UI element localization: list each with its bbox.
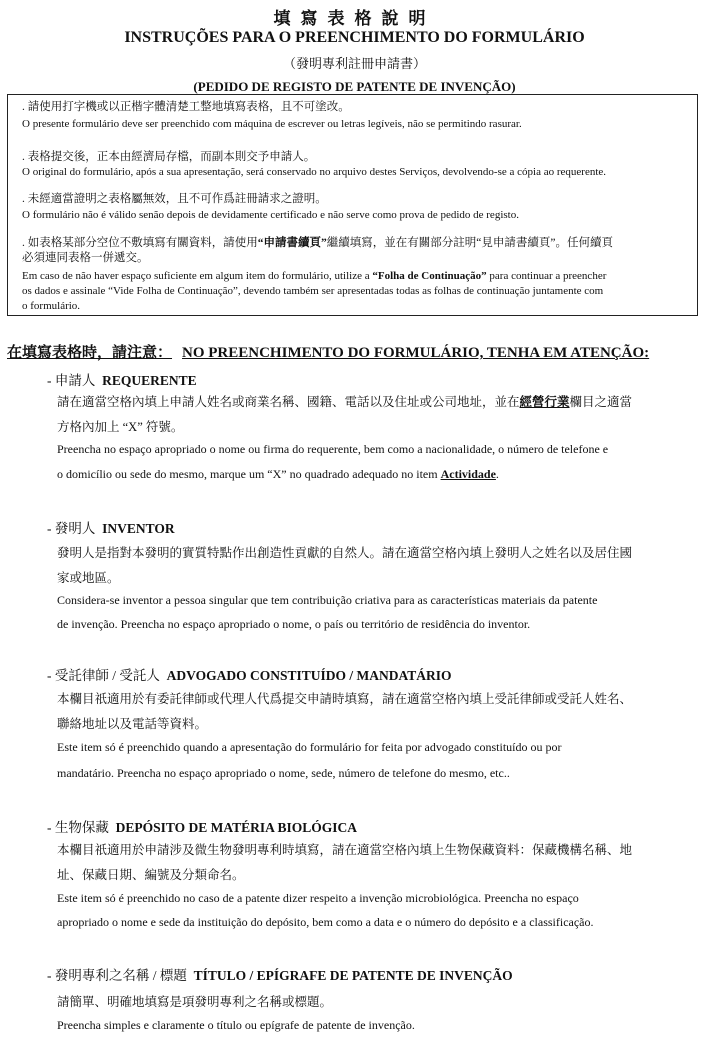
section-inventor-zh-line1: 發明人是指對本發明的實質特點作出創造性貢獻的自然人。請在適當空格內填上發明人之姓名以及居住國 [57, 546, 633, 560]
page-title-zh: 填寫表格說明 [273, 9, 436, 28]
note-1-zh: . 請使用打字機或以正楷字體清楚工整地填寫表格，且不可塗改。 [22, 101, 350, 113]
note-4-pt-line2: os dados e assinale “Vide Folha de Continuação”, devendo também ser apresentadas todas as folhas de continuação juntamente com [22, 285, 604, 297]
section-advogado-pt-line1: Este item só é preenchido quando a apresentação do formulário for feita por advogado constituído ou por [57, 740, 562, 754]
attention-heading [7, 341, 649, 362]
section-requerente-pt-line1: Preencha no espaço apropriado o nome ou firma do requerente, bem como a nacionalidade, o número de telefone e [57, 442, 609, 456]
section-requerente-zh-line2: 方格內加上 “X” 符號。 [57, 420, 184, 434]
section-inventor-zh-line2: 家或地區。 [57, 571, 120, 585]
section-inventor-pt-line2: de invenção. Preencha no espaço apropriado o nome, o país ou território de residência do inventor. [57, 617, 531, 631]
section-titulo-title: - 發明專利之名稱 / 標題 TÍTULO / EPÍGRAFE DE PATENTE DE INVENÇÃO [47, 968, 513, 983]
section-deposito-title: - 生物保藏 DEPÓSITO DE MATÉRIA BIOLÓGICA [47, 820, 358, 835]
attention-heading-pt: NO PREENCHIMENTO DO FORMULÁRIO, TENHA EM ATENÇÃO: [182, 345, 650, 361]
section-requerente-title: - 申請人 REQUERENTE [47, 373, 197, 388]
section-advogado-title: - 受託律師 / 受託人 ADVOGADO CONSTITUÍDO / MANDATÁRIO [47, 668, 452, 683]
page-subtitle-zh: （發明專利註冊申請書） [282, 56, 426, 71]
section-requerente-zh-line1: 請在適當空格內填上申請人姓名或商業名稱、國籍、電話以及住址或公司地址，並在經營行業欄目之適當 [57, 395, 633, 409]
notes-box [7, 94, 698, 316]
section-inventor-title: - 發明人 INVENTOR [47, 521, 175, 536]
note-4-zh: . 如表格某部分空位不敷填寫有關資料，請使用“申請書續頁”繼續填寫，並在有關部分註明“見申請書續頁”。任何續頁 [22, 237, 613, 249]
section-advogado-pt-line2: mandatário. Preencha no espaço apropriado o nome, sede, número de telefone do mesmo, etc.. [57, 766, 510, 780]
note-2-pt: O original do formulário, após a sua apresentação, será conservado no arquivo destes Serviços, devolvendo-se a cópia ao requerente. [22, 166, 607, 178]
page-title-pt: INSTRUÇÕES PARA O PREENCHIMENTO DO FORMULÁRIO [124, 29, 585, 46]
note-3-zh: . 未經適當證明之表格屬無效，且不可作爲註冊請求之證明。 [22, 193, 327, 205]
section-titulo-pt-line1: Preencha simples e claramente o título ou epígrafe de patente de invenção. [57, 1018, 415, 1032]
note-4-pt: Em caso de não haver espaço suficiente em algum item do formulário, utilize a “Folha de Continuação” para continuar a preencher [22, 270, 607, 282]
section-deposito-zh-line2: 址、保藏日期、編號及分類命名。 [57, 868, 245, 882]
section-deposito-zh-line1: 本欄目祇適用於申請涉及微生物發明專利時填寫，請在適當空格內填上生物保藏資料：保藏機構名稱、地 [57, 843, 633, 857]
note-4-pt-line3: o formulário. [22, 300, 81, 312]
note-3-pt: O formulário não é válido senão depois de devidamente certificado e não serve como prova de pedido de registo. [22, 209, 519, 221]
note-2-zh: . 表格提交後，正本由經濟局存檔，而副本則交予申請人。 [22, 151, 316, 163]
note-1-pt: O presente formulário deve ser preenchido com máquina de escrever ou letras legíveis, não se permitindo rasurar. [22, 118, 522, 130]
note-4-zh-line2: 必須連同表格一併遞交。 [22, 252, 149, 264]
page-subtitle-pt: (PEDIDO DE REGISTO DE PATENTE DE INVENÇÃO) [193, 79, 516, 94]
section-deposito-pt-line1: Este item só é preenchido no caso de a patente dizer respeito a invenção microbiológica. Preencha no espaço [57, 891, 579, 905]
section-deposito-pt-line2: apropriado o nome e sede da instituição do depósito, bem como a data e o número do depósito e a classificação. [57, 915, 594, 929]
section-advogado-zh-line2: 聯絡地址以及電話等資料。 [57, 717, 208, 731]
section-titulo-zh-line1: 請簡單、明確地填寫是項發明專利之名稱或標題。 [57, 995, 333, 1009]
section-requerente-pt-line2: o domicílio ou sede do mesmo, marque um “X” no quadrado adequado no item Actividade. [57, 467, 499, 481]
section-advogado-zh-line1: 本欄目祇適用於有委託律師或代理人代爲提交申請時填寫，請在適當空格內填上受託律師或受託人姓名、 [57, 692, 633, 706]
attention-heading-zh: 在填寫表格時，請注意： [7, 345, 173, 361]
section-inventor-pt-line1: Considera-se inventor a pessoa singular que tem contribuição criativa para as características materiais da patente [57, 593, 598, 607]
